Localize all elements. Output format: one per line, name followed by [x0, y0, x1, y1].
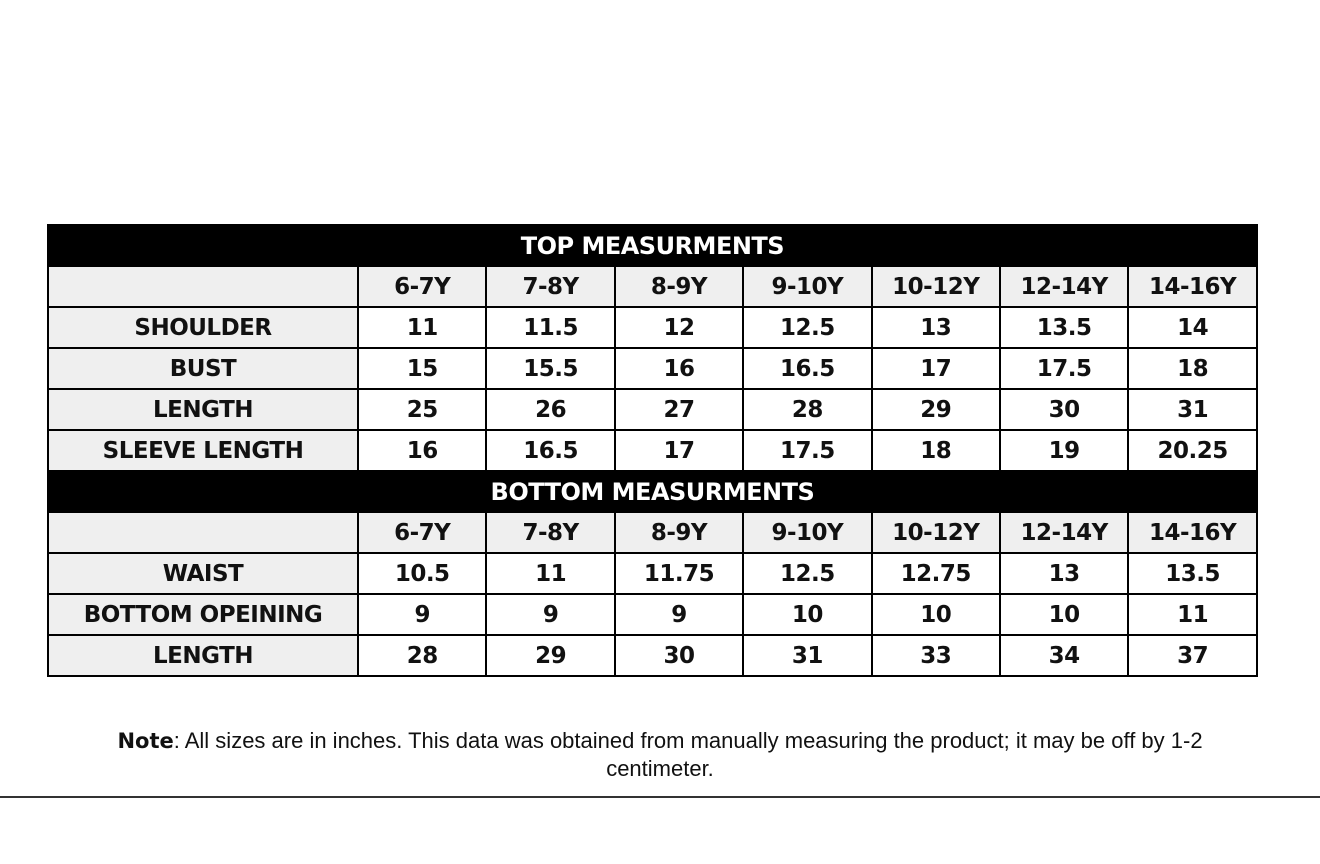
- measurement-value: 13: [1000, 553, 1128, 594]
- size-header: 9-10Y: [743, 512, 871, 553]
- table-row: [48, 307, 1257, 348]
- measurement-value: 28: [743, 389, 871, 430]
- measurement-value: 28: [358, 635, 486, 676]
- divider-line: [0, 796, 1320, 798]
- measurement-label: BOTTOM OPEINING: [48, 594, 358, 635]
- measurement-value: 29: [486, 635, 614, 676]
- measurement-value: 16.5: [743, 348, 871, 389]
- size-header: 7-8Y: [486, 266, 614, 307]
- size-header: 9-10Y: [743, 266, 871, 307]
- measurement-value: 19: [1000, 430, 1128, 471]
- measurement-value: 11.75: [615, 553, 743, 594]
- size-header: 12-14Y: [1000, 512, 1128, 553]
- size-header: 12-14Y: [1000, 266, 1128, 307]
- measurement-value: 11: [358, 307, 486, 348]
- measurement-label: WAIST: [48, 553, 358, 594]
- top-section-header-row: [48, 225, 1257, 266]
- note-body: : All sizes are in inches. This data was obtained from manually measuring the product; it may be off by 1-2 centimeter.: [173, 728, 1203, 781]
- measurement-value: 33: [872, 635, 1000, 676]
- measurement-value: 31: [743, 635, 871, 676]
- measurement-value: 15: [358, 348, 486, 389]
- measurement-value: 30: [1000, 389, 1128, 430]
- top-section-title: TOP MEASURMENTS: [48, 225, 1257, 266]
- measurement-value: 37: [1128, 635, 1256, 676]
- measurement-value: 25: [358, 389, 486, 430]
- bottom-section-title: BOTTOM MEASURMENTS: [48, 471, 1257, 512]
- note-label: Note: [117, 729, 174, 753]
- table-row: [48, 430, 1257, 471]
- measurement-value: 9: [486, 594, 614, 635]
- note-text: [80, 727, 1240, 783]
- measurement-value: 9: [358, 594, 486, 635]
- measurement-value: 34: [1000, 635, 1128, 676]
- measurement-value: 10: [1000, 594, 1128, 635]
- measurement-value: 10: [743, 594, 871, 635]
- measurement-value: 20.25: [1128, 430, 1256, 471]
- size-chart-table: [47, 224, 1258, 677]
- size-header: 7-8Y: [486, 512, 614, 553]
- size-header: 8-9Y: [615, 512, 743, 553]
- measurement-value: 17.5: [743, 430, 871, 471]
- measurement-value: 27: [615, 389, 743, 430]
- measurement-value: 15.5: [486, 348, 614, 389]
- size-header: 6-7Y: [358, 266, 486, 307]
- table-row: [48, 635, 1257, 676]
- measurement-value: 10.5: [358, 553, 486, 594]
- measurement-value: 10: [872, 594, 1000, 635]
- top-corner-cell: [48, 266, 358, 307]
- measurement-label: LENGTH: [48, 635, 358, 676]
- measurement-value: 11.5: [486, 307, 614, 348]
- measurement-value: 16: [358, 430, 486, 471]
- measurement-value: 18: [1128, 348, 1256, 389]
- bottom-size-header-row: [48, 512, 1257, 553]
- size-header: 10-12Y: [872, 266, 1000, 307]
- measurement-value: 9: [615, 594, 743, 635]
- table-row: [48, 594, 1257, 635]
- table-row: [48, 553, 1257, 594]
- size-chart: [47, 224, 1256, 677]
- measurement-value: 13: [872, 307, 1000, 348]
- bottom-section-header-row: [48, 471, 1257, 512]
- measurement-value: 16.5: [486, 430, 614, 471]
- measurement-value: 13.5: [1128, 553, 1256, 594]
- measurement-label: SHOULDER: [48, 307, 358, 348]
- measurement-value: 17: [872, 348, 1000, 389]
- measurement-value: 29: [872, 389, 1000, 430]
- table-row: [48, 348, 1257, 389]
- bottom-corner-cell: [48, 512, 358, 553]
- measurement-value: 16: [615, 348, 743, 389]
- measurement-label: BUST: [48, 348, 358, 389]
- measurement-value: 31: [1128, 389, 1256, 430]
- measurement-label: SLEEVE LENGTH: [48, 430, 358, 471]
- measurement-value: 26: [486, 389, 614, 430]
- size-header: 10-12Y: [872, 512, 1000, 553]
- measurement-value: 17: [615, 430, 743, 471]
- measurement-value: 17.5: [1000, 348, 1128, 389]
- measurement-value: 18: [872, 430, 1000, 471]
- size-chart-body: [48, 225, 1257, 676]
- measurement-value: 11: [486, 553, 614, 594]
- top-size-header-row: [48, 266, 1257, 307]
- size-header: 14-16Y: [1128, 266, 1256, 307]
- size-header: 8-9Y: [615, 266, 743, 307]
- measurement-value: 12.5: [743, 553, 871, 594]
- measurement-value: 12.5: [743, 307, 871, 348]
- size-header: 14-16Y: [1128, 512, 1256, 553]
- measurement-value: 12.75: [872, 553, 1000, 594]
- measurement-value: 30: [615, 635, 743, 676]
- table-row: [48, 389, 1257, 430]
- measurement-value: 11: [1128, 594, 1256, 635]
- size-header: 6-7Y: [358, 512, 486, 553]
- measurement-label: LENGTH: [48, 389, 358, 430]
- measurement-value: 14: [1128, 307, 1256, 348]
- measurement-value: 12: [615, 307, 743, 348]
- measurement-value: 13.5: [1000, 307, 1128, 348]
